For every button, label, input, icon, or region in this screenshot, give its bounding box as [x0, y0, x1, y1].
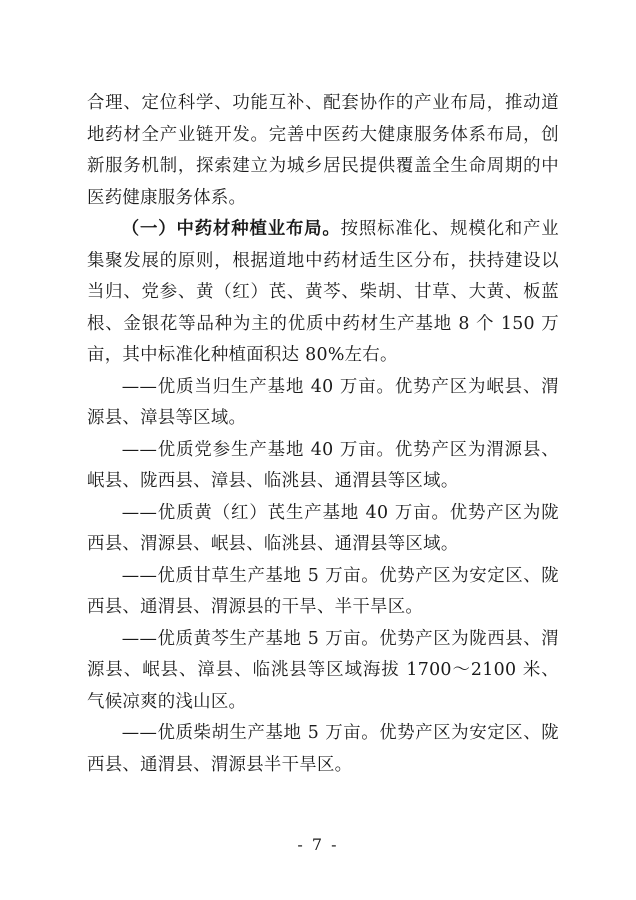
paragraph-text: ——优质黄芩生产基地 5 万亩。优势产区为陇西县、渭源县、岷县、漳县、临洮县等区域海拔 1700～2100 米、气候凉爽的浅山区。: [87, 628, 559, 712]
paragraph-text: 合理、定位科学、功能互补、配套协作的产业布局，推动道地药材全产业链开发。完善中医药大健康服务体系布局，创新服务机制，探索建立为城乡居民提供覆盖全生命周期的中医药健康服务体系。: [87, 93, 559, 208]
paragraph-text: ——优质黄（红）芪生产基地 40 万亩。优势产区为陇西县、渭源县、岷县、临洮县、通渭县等区域。: [87, 502, 559, 554]
paragraph-text: ——优质柴胡生产基地 5 万亩。优势产区为安定区、陇西县、通渭县、渭源县半干旱区。: [87, 723, 559, 775]
paragraph-text: ——优质当归生产基地 40 万亩。优势产区为岷县、渭源县、漳县等区域。: [87, 376, 559, 428]
list-item-chaihu: [87, 718, 559, 781]
list-item-huangqin: [87, 624, 559, 719]
list-item-dangshen: [87, 435, 559, 498]
paragraph-continuation: [87, 88, 559, 214]
body-text: [87, 88, 559, 781]
list-item-danggui: [87, 372, 559, 435]
section-heading: （一）中药材种植业布局。: [121, 219, 341, 239]
page-number: - 7 -: [297, 835, 339, 854]
list-item-gancao: [87, 561, 559, 624]
paragraph-text: ——优质甘草生产基地 5 万亩。优势产区为安定区、陇西县、通渭县、渭源县的干旱、半干旱区。: [87, 565, 559, 617]
paragraph-text: 按照标准化、规模化和产业集聚发展的原则，根据道地中药材适生区分布，扶持建设以当归、党参、黄（红）芪、黄芩、柴胡、甘草、大黄、板蓝根、金银花等品种为主的优质中药材生产基地 8 个 150 万亩，其中标准化种植面积达 80%左右。: [87, 219, 559, 365]
list-item-huangqi: [87, 498, 559, 561]
section-heading-paragraph: [87, 214, 559, 372]
paragraph-text: ——优质党参生产基地 40 万亩。优势产区为渭源县、岷县、陇西县、漳县、临洮县、通渭县等区域。: [87, 439, 559, 491]
